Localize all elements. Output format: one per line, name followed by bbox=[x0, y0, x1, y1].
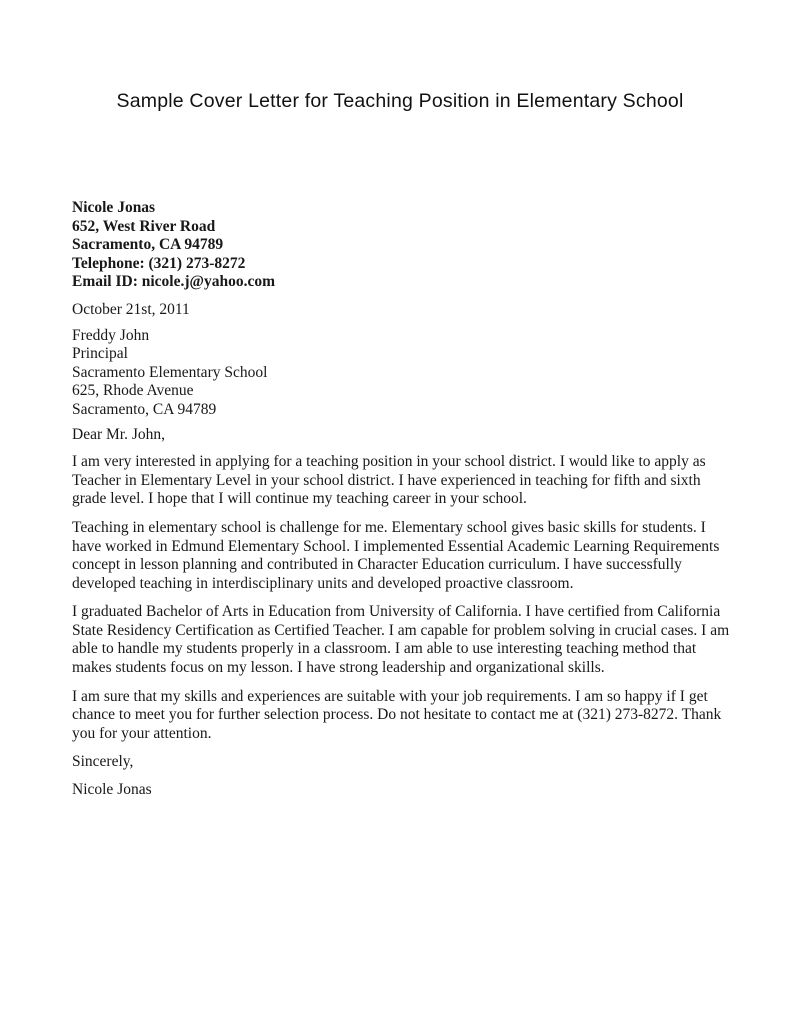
recipient-city: Sacramento, CA 94789 bbox=[72, 400, 217, 418]
signature-name: Nicole Jonas bbox=[72, 781, 152, 799]
closing: Sincerely, bbox=[72, 753, 134, 771]
recipient-street: 625, Rhode Avenue bbox=[72, 382, 194, 400]
paragraph-closing-request: I am sure that my skills and experiences are suitable with your job requirements. I am so happy if I get chance to meet you for further selection process. Do not hesitate to contact me at (321) 273-8272. Thank you for your attention. bbox=[72, 687, 722, 742]
paragraph-experience: Teaching in elementary school is challenge for me. Elementary school gives basic skills for students. I have worked in Edmund Elementary School. I implemented Essential Academic Learning Requirements concept in lesson planning and contributed in Character Education curriculum. I have successfully developed teaching in interdisciplinary units and developed proactive classroom. bbox=[72, 518, 720, 592]
letter-body bbox=[72, 199, 730, 800]
recipient-name: Freddy John bbox=[72, 326, 150, 344]
paragraph-qualifications: I graduated Bachelor of Arts in Education from University of California. I have certified from California State Residency Certification as Certified Teacher. I am capable for problem solving in crucial cases. I am able to handle my students properly in a classroom. I am able to use interesting teaching method that makes students focus on my lesson. I have strong leadership and organizational skills. bbox=[72, 603, 730, 677]
recipient-block bbox=[72, 327, 730, 420]
sender-name: Nicole Jonas bbox=[72, 199, 156, 216]
sender-street: 652, West River Road bbox=[72, 217, 216, 235]
recipient-organization: Sacramento Elementary School bbox=[72, 363, 268, 381]
recipient-role: Principal bbox=[72, 345, 128, 363]
sender-telephone: Telephone: (321) 273-8272 bbox=[72, 254, 246, 272]
letter-date: October 21st, 2011 bbox=[72, 300, 190, 318]
sender-city: Sacramento, CA 94789 bbox=[72, 236, 224, 254]
sender-email: Email ID: nicole.j@yahoo.com bbox=[72, 273, 275, 291]
page-title: Sample Cover Letter for Teaching Position in Elementary School bbox=[116, 90, 684, 112]
sender-block bbox=[72, 199, 730, 292]
salutation: Dear Mr. John, bbox=[72, 425, 165, 443]
paragraph-intro: I am very interested in applying for a teaching position in your school district. I would like to apply as Teacher in Elementary Level in your school district. I have experienced in teaching for fifth and sixth grade level. I hope that I will continue my teaching career in your school. bbox=[72, 453, 706, 508]
